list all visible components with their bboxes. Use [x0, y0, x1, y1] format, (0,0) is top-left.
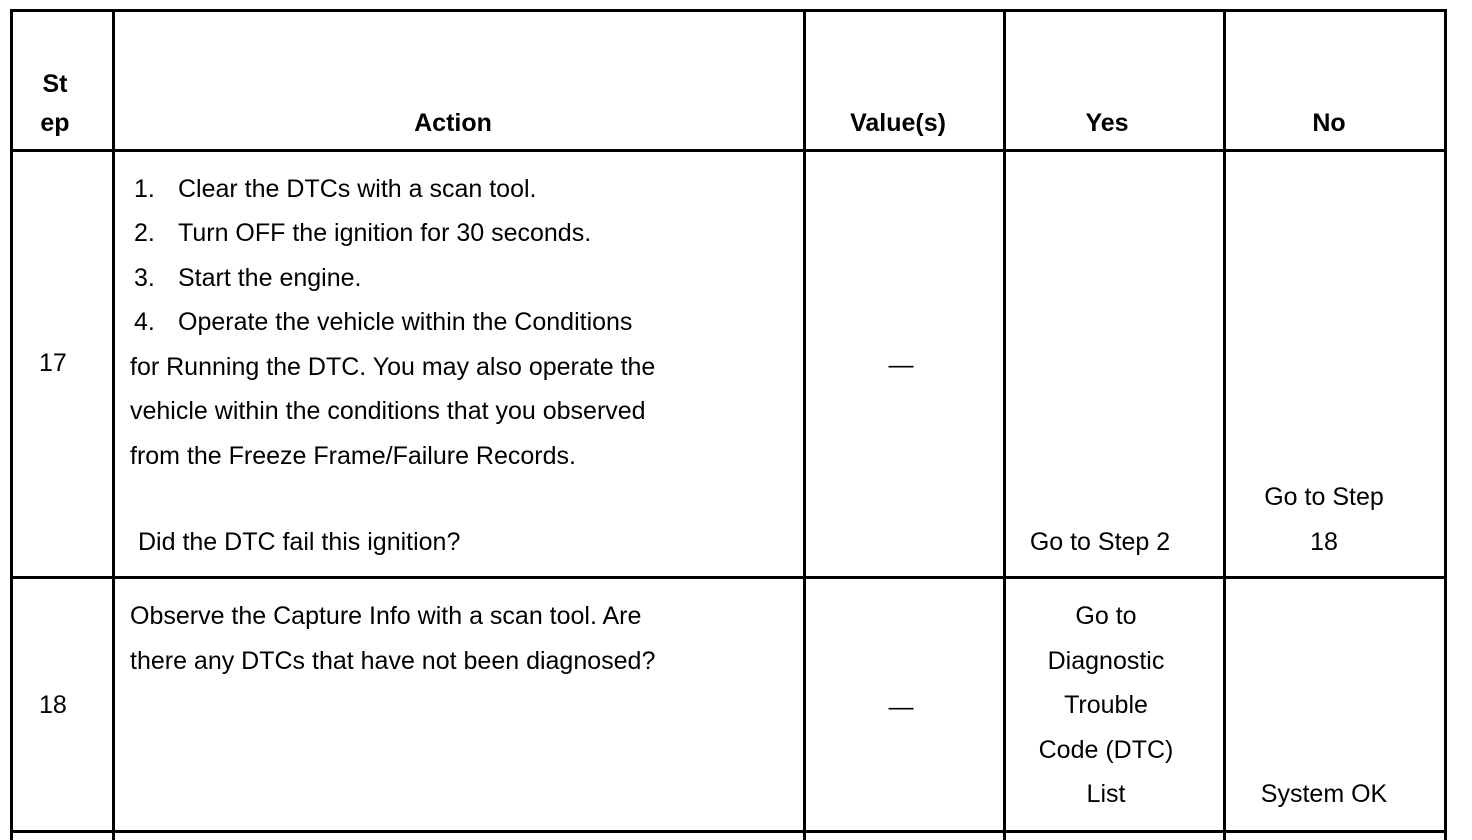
action-continuation-line: vehicle within the conditions that you observed [130, 397, 646, 425]
list-item-number: 1. [134, 175, 155, 203]
column-divider-action-values [803, 10, 806, 840]
no-cell: System OK [1260, 780, 1388, 808]
header-step-line2: ep [40, 109, 70, 137]
action-continuation-line: for Running the DTC. You may also operate the [130, 353, 656, 381]
list-item-text: Operate the vehicle within the Conditions [178, 308, 633, 336]
yes-cell-line: Go to [1075, 602, 1137, 630]
action-question: Did the DTC fail this ignition? [138, 528, 461, 556]
list-item-text: Turn OFF the ignition for 30 seconds. [178, 219, 592, 247]
yes-cell-line: Code (DTC) [1038, 736, 1174, 764]
yes-cell-line: Diagnostic [1047, 647, 1165, 675]
header-action: Action [414, 109, 492, 137]
table-border-top [10, 9, 1447, 12]
no-cell-line1: Go to Step [1264, 483, 1384, 511]
list-item-number: 2. [134, 219, 155, 247]
header-step-line1: St [42, 70, 68, 98]
yes-cell-line: Trouble [1064, 691, 1148, 719]
step-number: 17 [39, 349, 67, 377]
header-values: Value(s) [850, 109, 946, 137]
list-item-text: Clear the DTCs with a scan tool. [178, 175, 537, 203]
action-line: there any DTCs that have not been diagnosed? [130, 647, 656, 675]
table-border-left [10, 10, 13, 840]
action-line: Observe the Capture Info with a scan tool. Are [130, 602, 642, 630]
column-divider-values-yes [1003, 10, 1006, 840]
table-border-right [1444, 10, 1447, 840]
column-divider-step-action [112, 10, 115, 840]
list-item-number: 3. [134, 264, 155, 292]
table-border-bottom [10, 830, 1447, 833]
values-cell: — [888, 693, 914, 721]
list-item-text: Start the engine. [178, 264, 362, 292]
column-divider-yes-no [1223, 10, 1226, 840]
header-no: No [1312, 109, 1346, 137]
row-divider [10, 576, 1447, 579]
no-cell-line2: 18 [1310, 528, 1338, 556]
yes-cell-line: List [1086, 780, 1126, 808]
header-yes: Yes [1085, 109, 1129, 137]
action-continuation-line: from the Freeze Frame/Failure Records. [130, 442, 576, 470]
values-cell: — [888, 351, 914, 379]
step-number: 18 [39, 691, 67, 719]
yes-cell: Go to Step 2 [1029, 528, 1171, 556]
list-item-number: 4. [134, 308, 155, 336]
header-row-divider [10, 149, 1447, 152]
